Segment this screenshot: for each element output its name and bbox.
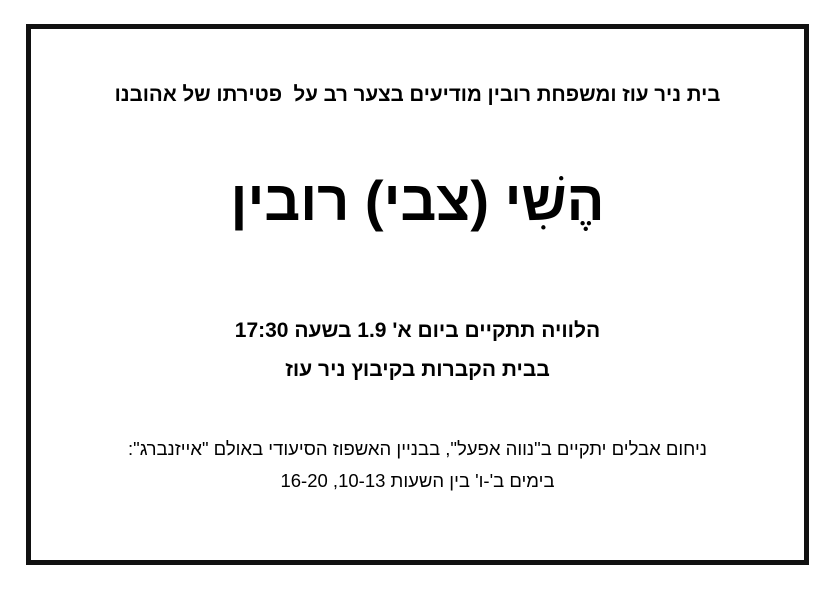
notice-border-frame: [26, 24, 809, 565]
funeral-details: [71, 315, 764, 386]
funeral-place-line: בבית הקברות בקיבוץ ניר עוז: [285, 357, 550, 381]
announcement-headline: בית ניר עוז ומשפחת רובין מודיעים בצער רב על פטירתו של אהובנו: [114, 83, 721, 106]
shiva-details: [71, 434, 764, 495]
shiva-location-line: ניחום אבלים יתקיים ב"נווה אפעל", בבניין האשפוז הסיעודי באולם "אייזנברג":: [128, 438, 707, 460]
deceased-name: הֶשִׁי (צבי) רובין: [230, 168, 605, 232]
shiva-hours-line: בימים ב'-ו' בין השעות 10-13, 16-20: [280, 469, 555, 491]
funeral-time-line: הלוויה תתקיים ביום א' 1.9 בשעה 17:30: [234, 319, 601, 343]
notice-content: [31, 29, 804, 560]
